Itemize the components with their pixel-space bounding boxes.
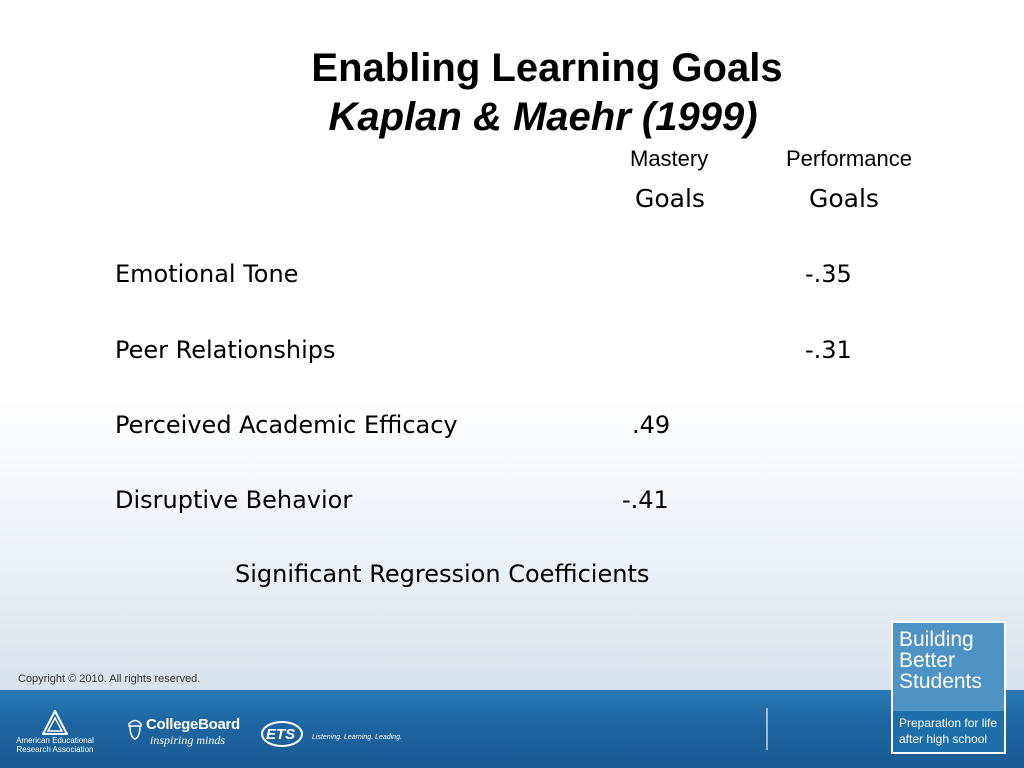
value-disruptive-behavior-mastery: -.41 (622, 486, 669, 514)
aera-logo (14, 710, 96, 756)
column-header-mastery-top: Mastery (630, 146, 709, 171)
collegeboard-tagline: inspiring minds (150, 733, 226, 747)
value-perceived-academic-efficacy-mastery: .49 (632, 411, 671, 439)
column-header-performance-bottom: Goals (809, 184, 879, 213)
copyright-notice: Copyright © 2010. All rights reserved. (18, 673, 201, 685)
collegeboard-name: CollegeBoard (146, 716, 240, 733)
row-label-disruptive-behavior: Disruptive Behavior (115, 486, 353, 514)
footer-divider (766, 708, 768, 750)
aera-triangle-icon (42, 710, 68, 736)
acorn-icon (126, 716, 144, 740)
table-caption: Significant Regression Coefficients (235, 560, 650, 588)
row-label-peer-relationships: Peer Relationships (115, 336, 336, 364)
row-label-emotional-tone: Emotional Tone (115, 260, 299, 288)
slide-subtitle: Kaplan & Maehr (1999) (328, 95, 758, 139)
collegeboard-logo (128, 716, 240, 748)
ets-name: ETS (266, 726, 296, 743)
badge-title: Building Better Students (899, 628, 982, 693)
slide-title: Enabling Learning Goals (311, 46, 783, 90)
badge-subtitle: Preparation for life after high school (893, 711, 1004, 752)
value-peer-relationships-performance: -.31 (805, 336, 852, 364)
column-header-performance-top: Performance (786, 146, 912, 171)
value-emotional-tone-performance: -.35 (805, 260, 852, 288)
column-header-mastery-bottom: Goals (635, 184, 705, 213)
aera-logo-text: American Educational Research Association (16, 736, 94, 754)
building-better-students-badge (891, 621, 1006, 754)
ets-tagline: Listening. Learning. Leading. (312, 734, 402, 741)
ets-logo (262, 726, 296, 743)
row-label-perceived-academic-efficacy: Perceived Academic Efficacy (115, 411, 458, 439)
